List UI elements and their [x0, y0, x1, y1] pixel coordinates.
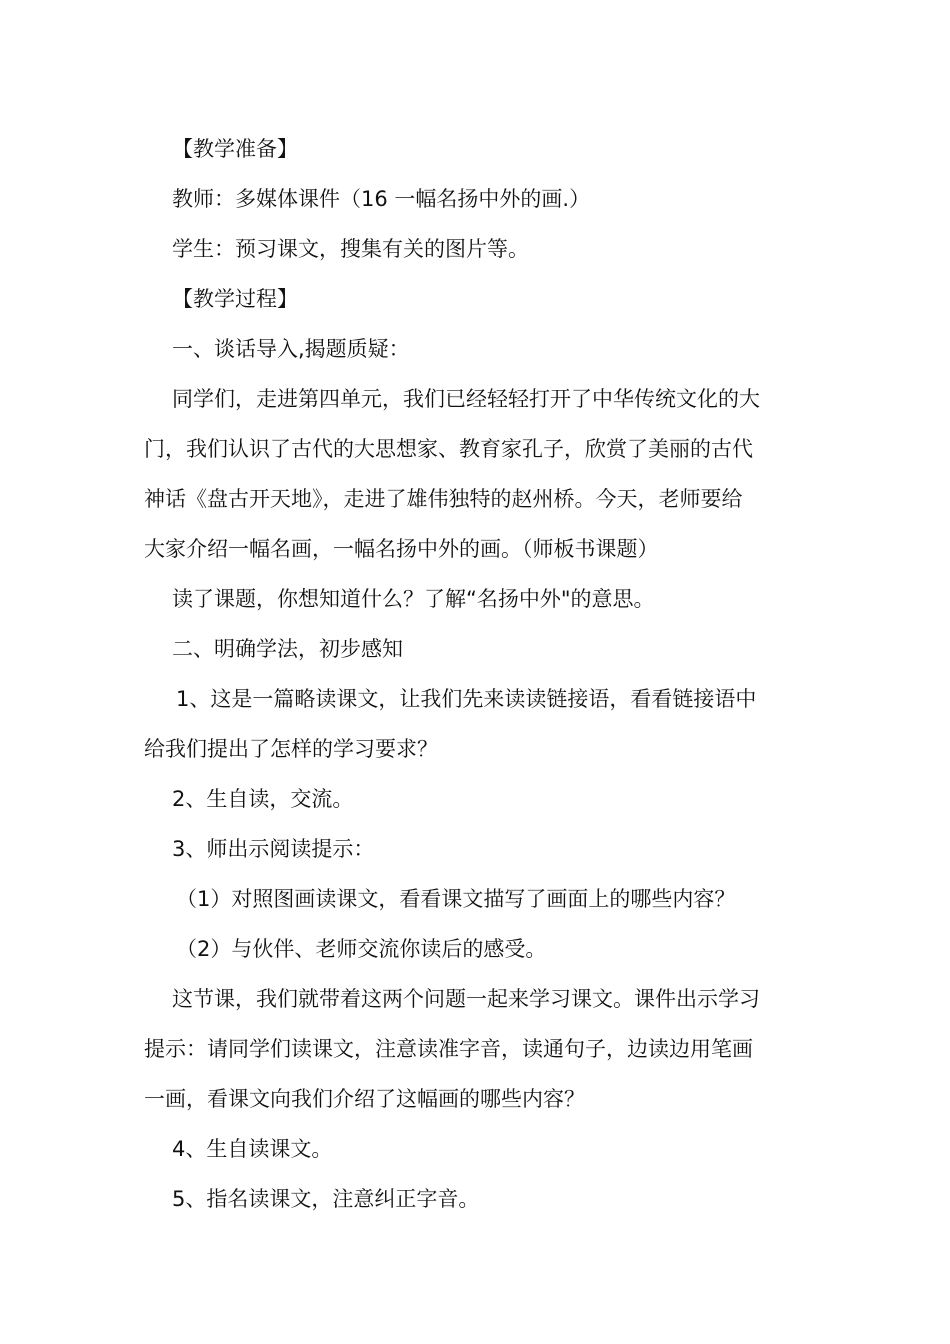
paragraph-student-materials: 学生：预习课文，搜集有关的图片等。: [172, 237, 529, 261]
paragraph-line: 大家介绍一幅名画，一幅名扬中外的画。（师板书课题）: [144, 537, 659, 561]
list-item: （1）对照图画读课文，看看课文描写了画面上的哪些内容？: [176, 887, 736, 911]
step-heading-introduction: 一、谈话导入,揭题质疑：: [172, 337, 410, 361]
paragraph-line: 一画，看课文向我们介绍了这幅画的哪些内容？: [144, 1087, 585, 1111]
paragraph-line: 这节课，我们就带着这两个问题一起来学习课文。课件出示学习: [172, 987, 760, 1011]
paragraph-teacher-materials: 教师：多媒体课件（16 一幅名扬中外的画.）: [172, 187, 591, 211]
list-item: 3、师出示阅读提示：: [172, 837, 375, 861]
list-item: 2、生自读，交流。: [172, 787, 354, 811]
section-heading-process: 【教学过程】: [172, 287, 298, 311]
paragraph-line: 给我们提出了怎样的学习要求？: [144, 737, 438, 761]
paragraph-line: 提示：请同学们读课文，注意读准字音，读通句子，边读边用笔画: [144, 1037, 753, 1061]
step-heading-method: 二、明确学法，初步感知: [172, 637, 403, 661]
paragraph-line: 同学们，走进第四单元，我们已经轻轻打开了中华传统文化的大: [172, 387, 760, 411]
list-item: 1、这是一篇略读课文，让我们先来读读链接语，看看链接语中: [176, 687, 757, 711]
list-item: 5、指名读课文，注意纠正字音。: [172, 1187, 480, 1211]
section-heading-preparation: 【教学准备】: [172, 137, 298, 161]
paragraph-line: 读了课题，你想知道什么？了解“名扬中外"的意思。: [172, 587, 655, 611]
list-item: 4、生自读课文。: [172, 1137, 333, 1161]
list-item: （2）与伙伴、老师交流你读后的感受。: [176, 937, 547, 961]
paragraph-line: 神话《盘古开天地》，走进了雄伟独特的赵州桥。今天，老师要给: [144, 487, 743, 511]
paragraph-line: 门，我们认识了古代的大思想家、教育家孔子，欣赏了美丽的古代: [144, 437, 753, 461]
